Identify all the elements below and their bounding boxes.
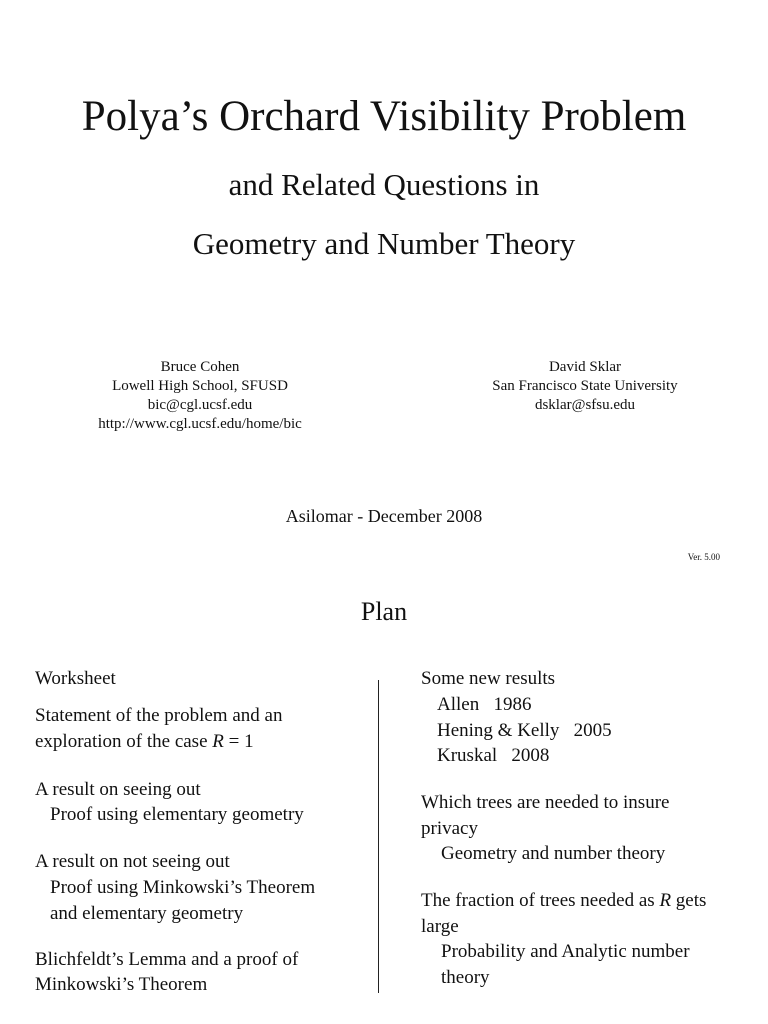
version-label: Ver. 5.00 bbox=[687, 552, 720, 562]
plan-subitem: theory bbox=[441, 967, 490, 988]
plan-text: exploration of the case bbox=[35, 731, 208, 752]
plan-item bbox=[35, 729, 254, 754]
math-variable: R bbox=[659, 890, 672, 911]
plan-item: Worksheet bbox=[35, 668, 116, 689]
author-block-right bbox=[435, 358, 735, 415]
author-url: http://www.cgl.ucsf.edu/home/bic bbox=[98, 416, 302, 432]
math-variable: R bbox=[212, 731, 224, 752]
plan-subitem: Proof using elementary geometry bbox=[50, 804, 304, 825]
plan-item: Some new results bbox=[421, 668, 556, 689]
author-email: bic@cgl.ucsf.edu bbox=[147, 397, 253, 413]
plan-item: Which trees are needed to insure bbox=[421, 792, 670, 813]
plan-item: A result on not seeing out bbox=[35, 851, 230, 872]
plan-subitem: Hening & Kelly 2005 bbox=[437, 720, 612, 741]
author-name: David Sklar bbox=[548, 359, 622, 375]
plan-subitem: Proof using Minkowski’s Theorem bbox=[50, 877, 316, 898]
title-line-1: Polya’s Orchard Visibility Problem bbox=[81, 93, 687, 140]
plan-item: privacy bbox=[421, 818, 478, 839]
plan-item: Minkowski’s Theorem bbox=[35, 974, 208, 995]
title-line-3: Geometry and Number Theory bbox=[192, 226, 576, 261]
plan-subitem: Allen 1986 bbox=[437, 694, 532, 715]
event-line: Asilomar - December 2008 bbox=[285, 506, 483, 526]
plan-text: gets bbox=[671, 890, 707, 911]
title-line-2: and Related Questions in bbox=[228, 167, 540, 202]
plan-item: Statement of the problem and an bbox=[35, 705, 283, 726]
plan-item bbox=[421, 888, 706, 913]
plan-subitem: Probability and Analytic number bbox=[441, 941, 690, 962]
plan-subitem: and elementary geometry bbox=[50, 903, 244, 924]
author-name: Bruce Cohen bbox=[160, 359, 240, 375]
plan-text: The fraction of trees needed as bbox=[421, 890, 655, 911]
author-affiliation: Lowell High School, SFUSD bbox=[112, 378, 288, 394]
plan-subitem: Kruskal 2008 bbox=[437, 745, 550, 766]
math-expression: = 1 bbox=[223, 731, 254, 752]
plan-item: Blichfeldt’s Lemma and a proof of bbox=[35, 949, 299, 970]
author-block-left bbox=[50, 358, 350, 434]
author-affiliation: San Francisco State University bbox=[492, 378, 678, 394]
plan-subitem: Geometry and number theory bbox=[441, 843, 666, 864]
column-divider bbox=[378, 680, 379, 993]
plan-item: A result on seeing out bbox=[35, 779, 201, 800]
author-email: dsklar@sfsu.edu bbox=[534, 397, 636, 413]
plan-heading: Plan bbox=[360, 597, 408, 626]
plan-item: large bbox=[421, 916, 459, 937]
